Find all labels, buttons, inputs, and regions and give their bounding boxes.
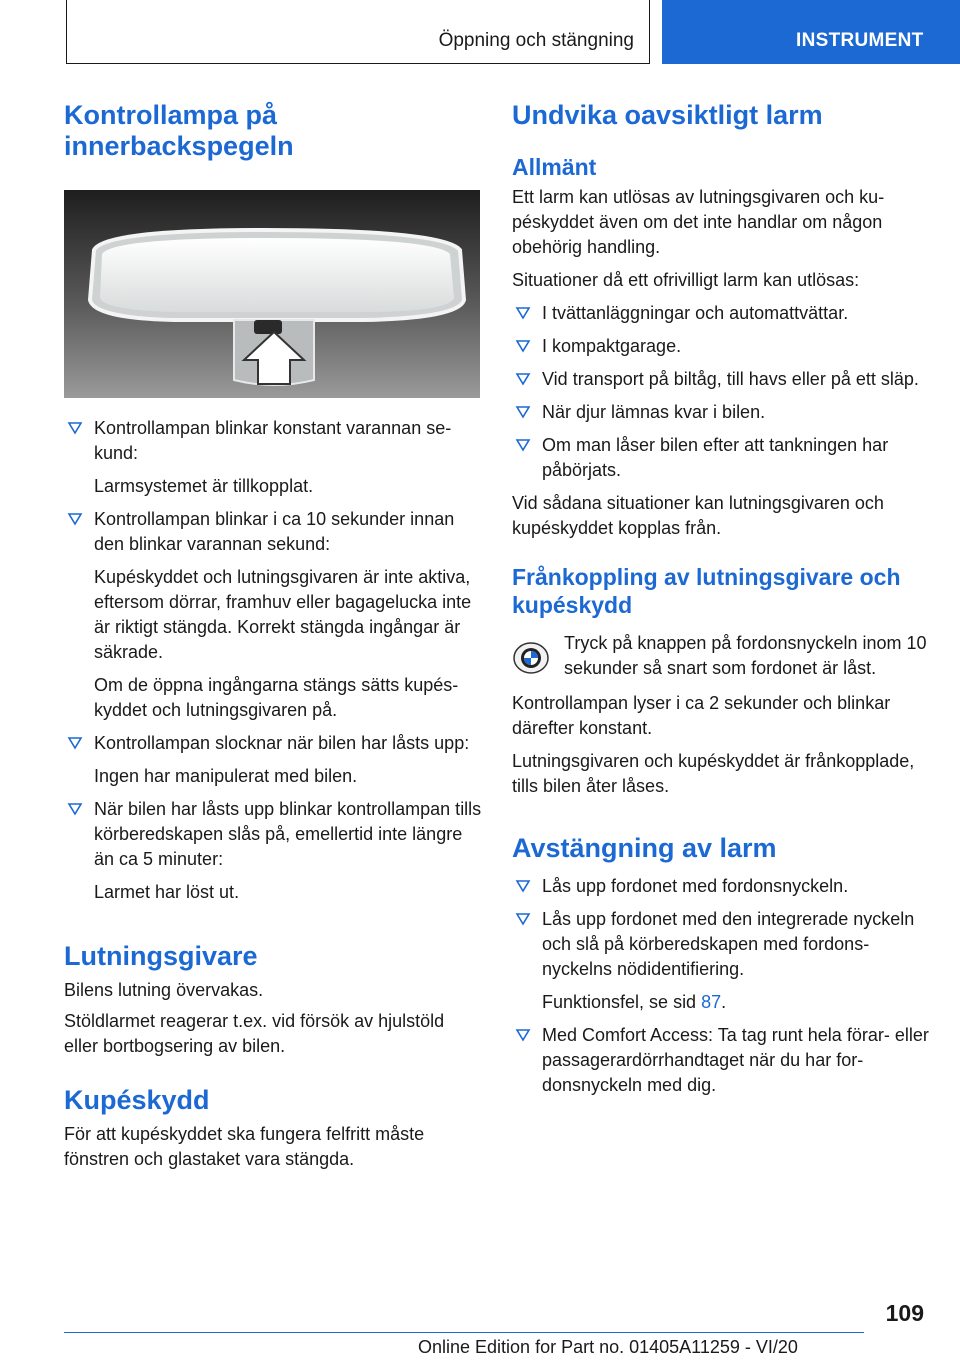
- triangle-bullet-icon: [67, 512, 83, 526]
- triangle-bullet-icon: [515, 1028, 531, 1042]
- list-item: [512, 400, 932, 425]
- list-item-label: Om man låser bilen efter att tankningen har påbörjats.: [542, 435, 889, 480]
- disconnect-paragraph-1: Kontrollampan lyser i ca 2 sekunder och blinkar därefter konstant.: [512, 693, 891, 738]
- page-link-87[interactable]: 87: [701, 992, 722, 1012]
- left-column: [64, 100, 482, 1172]
- heading-alarm-off: Avstängning av larm: [512, 833, 777, 863]
- heading-avoid-alarm: Undvika oavsiktligt larm: [512, 100, 823, 130]
- key-instruction: [512, 631, 932, 683]
- footer-divider: [64, 1332, 864, 1333]
- tilt-paragraph-1: Bilens lutning övervakas.: [64, 980, 264, 1000]
- list-item: [512, 301, 932, 326]
- list-item: [512, 874, 932, 899]
- list-item-label: Lås upp fordonet med fordonsnyckeln.: [542, 876, 849, 896]
- disconnect-paragraph-2: Lutningsgivaren och kupéskyddet är frånkopplade, tills bilen åter låses.: [512, 751, 915, 796]
- heading-cabin-protection: Kupéskydd: [64, 1085, 210, 1115]
- triangle-bullet-icon: [515, 912, 531, 926]
- situation-list: [512, 301, 932, 483]
- list-item: [64, 416, 482, 466]
- list-item-label: I kompaktgarage.: [542, 336, 682, 356]
- list-item-label: Med Comfort Access: Ta tag runt hela förar- eller passagerardörrhandtaget när du har fordonsnyckeln med dig.: [542, 1025, 929, 1095]
- key-instruction-text: Tryck på knappen på fordonsnyckeln inom 10 sekunder så snart som fordonet är låst.: [564, 633, 927, 678]
- heading-tilt-sensor: Lutningsgivare: [64, 941, 258, 971]
- heading-mirror-indicator: Kontrollampa på innerbackspegeln: [64, 100, 294, 161]
- heading-disconnect: Frånkoppling av lutningsgivare och kupéskydd: [512, 564, 901, 618]
- triangle-bullet-icon: [67, 736, 83, 750]
- right-column: [512, 100, 932, 1098]
- list-item-label: När bilen har låsts upp blinkar kontrollampan tills körberedskapen slås på, emellertid inte längre än ca 5 minuter:: [94, 799, 482, 869]
- list-item-label: Vid transport på biltåg, till havs eller på ett släp.: [542, 369, 919, 389]
- list-item: [512, 334, 932, 359]
- footer-edition: Online Edition for Part no. 01405A11259 - VI/20: [418, 1337, 798, 1357]
- general-paragraph-2: Situationer då ett ofrivilligt larm kan utlösas:: [512, 270, 860, 290]
- list-item: [512, 907, 932, 982]
- reference-suffix: .: [721, 992, 727, 1012]
- triangle-bullet-icon: [515, 306, 531, 320]
- list-item: [64, 731, 482, 756]
- tilt-paragraph-2: Stöldlarmet reagerar t.ex. vid försök av hjulstöld eller bortbogsering av bilen.: [64, 1011, 445, 1056]
- list-item-detail: Larmsystemet är tillkopplat.: [94, 476, 314, 496]
- triangle-bullet-icon: [515, 339, 531, 353]
- mirror-indicator-list: [64, 416, 482, 905]
- triangle-bullet-icon: [515, 438, 531, 452]
- triangle-bullet-icon: [515, 372, 531, 386]
- list-item-label: Kontrollampan blinkar konstant varannan sekund:: [94, 418, 452, 463]
- bmw-key-button-icon: [512, 639, 550, 677]
- general-paragraph-3: Vid sådana situationer kan lutningsgivaren och kupéskyddet kopplas från.: [512, 493, 884, 538]
- list-item: [512, 433, 932, 483]
- list-item-label: När djur lämnas kvar i bilen.: [542, 402, 766, 422]
- list-item: [64, 797, 482, 872]
- triangle-bullet-icon: [67, 421, 83, 435]
- list-item: [64, 507, 482, 557]
- heading-general: Allmänt: [512, 154, 597, 180]
- list-item: [512, 367, 932, 392]
- header-section-title: Öppning och stängning: [438, 30, 634, 51]
- list-item-detail: Kupéskyddet och lutningsgivaren är inte aktiva, eftersom dörrar, framhuv eller bagagelucka inte är riktigt stängda. Korrekt stängda ingångar är säkrade.: [94, 567, 472, 662]
- rearview-mirror-arrow-illustration: [64, 190, 480, 398]
- list-item-label: I tvättanläggningar och automattvättar.: [542, 303, 849, 323]
- alarm-off-list: [512, 874, 932, 1098]
- rearview-mirror-illustration: [64, 190, 480, 398]
- malfunction-reference: [512, 990, 932, 1015]
- list-item-detail: Ingen har manipulerat med bilen.: [94, 766, 358, 786]
- list-item-label: Lås upp fordonet med den integrerade nyckeln och slå på körberedskapen med fordonsnyckelns nödidentifiering.: [542, 909, 915, 979]
- triangle-bullet-icon: [67, 802, 83, 816]
- triangle-bullet-icon: [515, 405, 531, 419]
- triangle-bullet-icon: [515, 879, 531, 893]
- list-item: [512, 1023, 932, 1098]
- list-item-detail: Om de öppna ingångarna stängs sätts kupéskyddet och lutningsgivaren på.: [94, 675, 459, 720]
- list-item-label: Kontrollampan slocknar när bilen har låsts upp:: [94, 733, 470, 753]
- list-item-label: Kontrollampan blinkar i ca 10 sekunder innan den blinkar varannan sekund:: [94, 509, 455, 554]
- list-item-detail: Larmet har löst ut.: [94, 882, 240, 902]
- general-paragraph-1: Ett larm kan utlösas av lutningsgivaren och kupéskyddet även om det inte handlar om någon obehörig handling.: [512, 187, 885, 257]
- header-chapter-label: INSTRUMENT: [796, 30, 924, 51]
- page-number: 109: [885, 1300, 924, 1326]
- cabin-paragraph-1: För att kupéskyddet ska fungera felfritt måste fönstren och glastaket vara stängda.: [64, 1124, 425, 1169]
- reference-text: Funktionsfel, se sid: [542, 992, 702, 1012]
